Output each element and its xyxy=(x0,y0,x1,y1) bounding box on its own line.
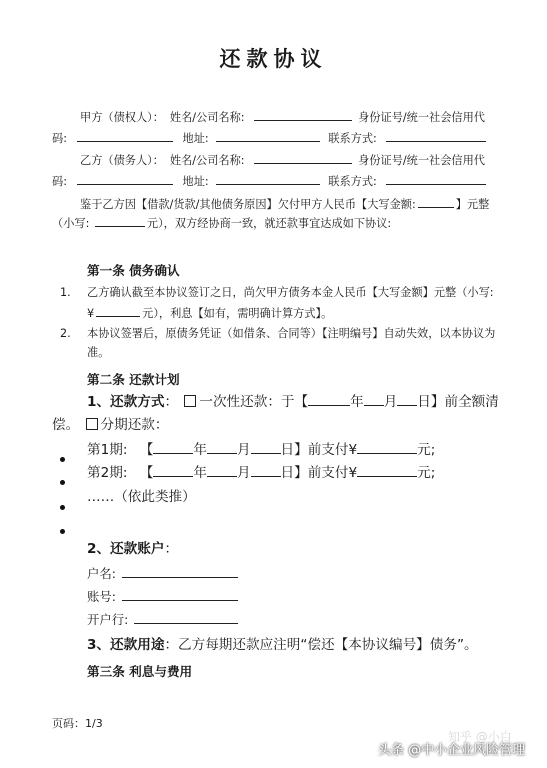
lump-sum-text: 一次性还款：于【 xyxy=(199,394,309,410)
lump-sum-tail: 】前全额清 xyxy=(430,394,499,410)
preamble-text-c: （小写: xyxy=(52,217,90,230)
party-b-address-label: 地址: xyxy=(182,175,209,188)
year-label: 年 xyxy=(193,442,207,458)
party-a-code-cont: 码: xyxy=(52,132,67,145)
lump-day-blank xyxy=(397,392,417,406)
installment-2-label: 第2期: xyxy=(87,465,128,481)
preamble-line1 xyxy=(80,194,489,212)
account-colon: ： xyxy=(164,541,179,557)
party-a-contact-blank xyxy=(386,130,486,142)
party-b-line2 xyxy=(52,173,486,189)
party-a-id-label: 身份证号/统一社会信用代 xyxy=(358,111,485,124)
party-a-address-label: 地址: xyxy=(182,132,209,145)
bank-label: 开户行: xyxy=(87,612,129,627)
watermark-faint: 知乎 @小白 xyxy=(448,730,512,744)
purpose-text: ：乙方每期还款应注明“偿还【本协议编号】债务”。 xyxy=(164,637,478,653)
preamble-amount-blank xyxy=(418,194,454,208)
inst2-amount-blank xyxy=(357,463,417,477)
article1-small-amount-blank xyxy=(96,305,140,317)
page-number: 页码：1/3 xyxy=(52,717,103,730)
inst1-day-blank xyxy=(251,440,281,454)
party-b-address-blank xyxy=(216,173,320,185)
bank-line xyxy=(87,612,238,628)
article1-item1-line2 xyxy=(87,305,332,321)
installment-checkbox[interactable] xyxy=(86,418,98,430)
party-b-code-cont: 码: xyxy=(52,175,67,188)
bullet xyxy=(60,495,65,514)
inst2-year-blank xyxy=(153,463,193,477)
party-a-name-blank xyxy=(254,109,352,121)
inst1-year-blank xyxy=(153,440,193,454)
repayment-method-line2 xyxy=(52,416,168,434)
party-b-name-blank xyxy=(254,152,352,164)
party-b-id-label: 身份证号/统一社会信用代 xyxy=(358,154,485,167)
preamble-text-a: 鉴于乙方因【借款/货款/其他债务原因】欠付甲方人民币【大写金额: xyxy=(80,198,416,211)
yuan-sign: ¥ xyxy=(87,307,95,320)
preamble-text-d: 元），双方经协商一致，就还款事宜达成如下协议: xyxy=(146,217,392,230)
article1-item2-line1: 本协议签署后，原债务凭证（如借条、合同等）【注明编号】自动失效，以本协议为 xyxy=(87,327,496,340)
year-label: 年 xyxy=(350,394,364,410)
preamble-line2 xyxy=(52,215,391,231)
account-number-label: 账号: xyxy=(87,589,116,604)
preamble-small-amount-blank xyxy=(95,215,145,227)
repayment-method-line xyxy=(87,392,499,411)
party-b-name-label: 姓名/公司名称: xyxy=(169,154,245,167)
yuan-label: 元; xyxy=(417,465,436,481)
account-number-blank xyxy=(122,589,238,601)
party-a-label: 甲方（债权人）： xyxy=(80,111,164,124)
inst2-day-blank xyxy=(251,463,281,477)
month-label: 月 xyxy=(383,394,398,410)
bullet xyxy=(60,447,65,466)
installment-1-label: 第1期: xyxy=(87,442,128,458)
bank-blank xyxy=(134,612,238,624)
year-label: 年 xyxy=(193,465,207,481)
party-a-address-blank xyxy=(216,130,320,142)
repayment-method-label: 1、还款方式 xyxy=(87,394,165,410)
party-b-id-blank xyxy=(77,173,173,185)
party-a-line1 xyxy=(80,109,485,125)
document-title: 还款协议 xyxy=(219,47,328,71)
purpose-label: 3、还款用途 xyxy=(87,637,165,653)
yuan-label: 元; xyxy=(417,442,436,458)
party-a-name-label: 姓名/公司名称: xyxy=(169,111,245,124)
article1-item1-num: 1. xyxy=(60,286,71,299)
preamble-text-b: 】元整 xyxy=(455,198,490,211)
article3-heading: 第三条 利息与费用 xyxy=(87,664,193,679)
bullet xyxy=(60,519,65,538)
inst1-month-blank xyxy=(207,440,237,454)
account-name-label: 户名: xyxy=(87,566,116,581)
pay-before-text: 日】前支付¥ xyxy=(280,465,358,481)
party-b-label: 乙方（债务人）： xyxy=(80,154,164,167)
party-b-contact-blank xyxy=(386,173,486,185)
article1-item2-num: 2. xyxy=(60,327,71,340)
article2-heading: 第二条 还款计划 xyxy=(87,372,180,387)
installment-2 xyxy=(87,463,435,482)
installment-label: 分期还款： xyxy=(100,417,169,433)
account-name-line xyxy=(87,566,238,582)
article1-item2-line2: 准。 xyxy=(87,346,110,359)
party-b-line1 xyxy=(80,152,485,168)
lump-month-blank xyxy=(364,392,384,406)
month-label: 月 xyxy=(236,442,251,458)
party-a-contact-label: 联系方式: xyxy=(328,132,377,145)
lump-year-blank xyxy=(308,392,350,406)
inst1-amount-blank xyxy=(357,440,417,454)
lump-sum-checkbox[interactable] xyxy=(184,395,196,407)
account-name-blank xyxy=(122,566,238,578)
watermark: 头条 @中小企业风险管理 xyxy=(378,743,526,758)
day-label: 日 xyxy=(417,394,431,410)
inst2-month-blank xyxy=(207,463,237,477)
party-a-line2 xyxy=(52,130,486,146)
installment-more: ……（依此类推） xyxy=(87,489,196,505)
bullet xyxy=(60,470,65,489)
article1-item1-tail: 元），利息【如有，需明确计算方式】。 xyxy=(142,307,333,320)
installment-1 xyxy=(87,440,435,459)
month-label: 月 xyxy=(236,465,251,481)
party-a-id-blank xyxy=(77,130,173,142)
lump-sum-end: 偿。 xyxy=(52,417,80,433)
article1-heading: 第一条 债务确认 xyxy=(87,263,180,278)
pay-before-text: 日】前支付¥ xyxy=(280,442,358,458)
account-heading-line xyxy=(87,540,178,558)
article1-item1-line1: 乙方确认截至本协议签订之日，尚欠甲方债务本金人民币【大写金额】元整（小写: xyxy=(87,286,494,299)
purpose-line xyxy=(87,636,478,654)
account-number-line xyxy=(87,589,238,605)
method-colon: ： xyxy=(164,394,179,410)
bracket-open: 【 xyxy=(139,465,154,481)
bracket-open: 【 xyxy=(139,442,154,458)
party-b-contact-label: 联系方式: xyxy=(328,175,377,188)
account-heading: 2、还款账户 xyxy=(87,541,165,557)
